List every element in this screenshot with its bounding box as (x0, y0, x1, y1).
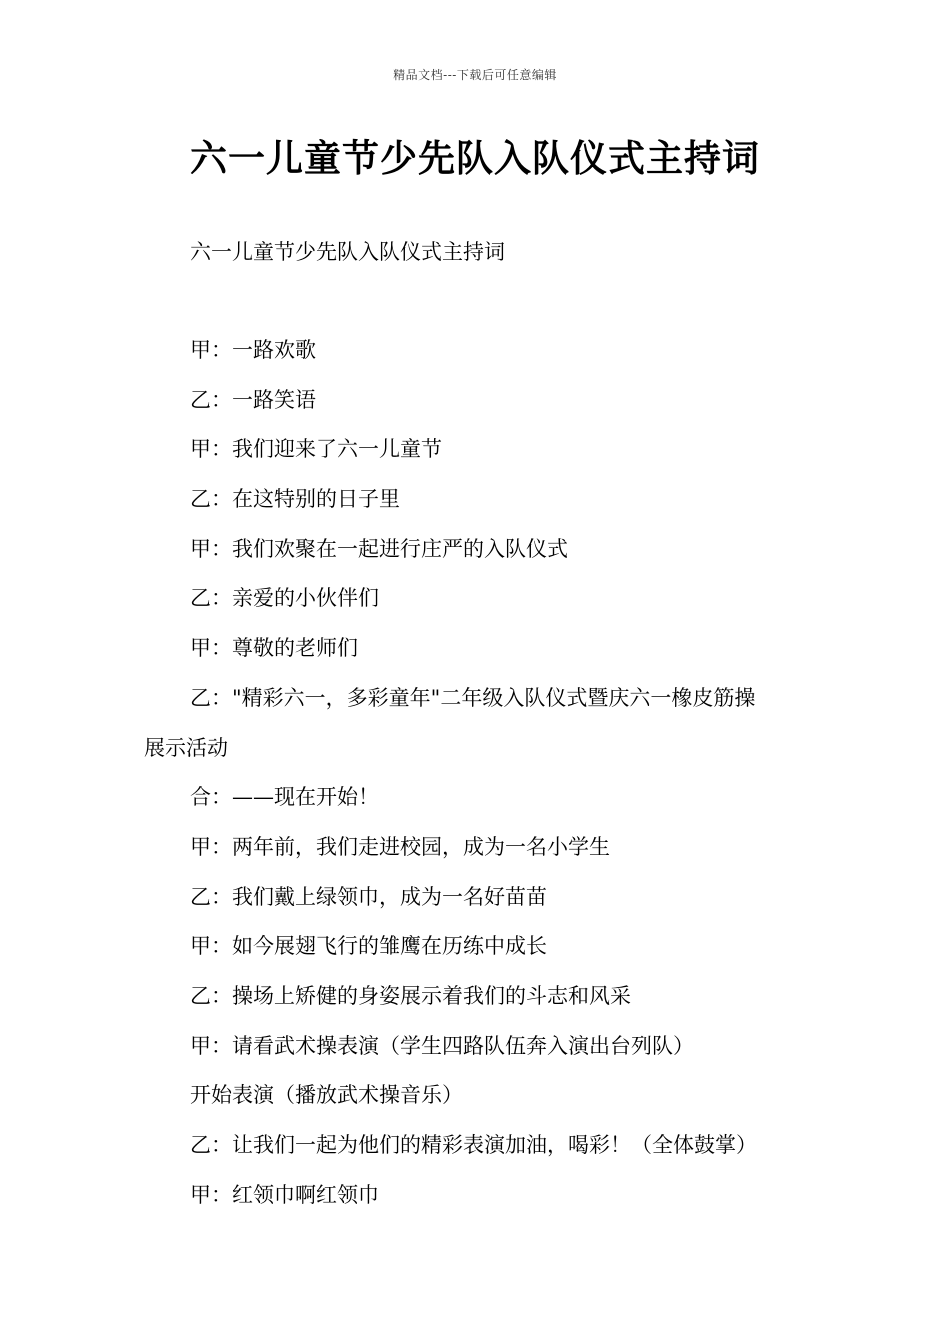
document-body (144, 336, 824, 1230)
body-line: 乙：一路笑语 (190, 387, 316, 412)
body-line: 合：——现在开始！ (190, 785, 379, 810)
body-line: 甲：红领巾啊红领巾 (190, 1182, 379, 1207)
body-line: 乙：操场上矫健的身姿展示着我们的斗志和风采 (190, 983, 631, 1008)
body-line: 甲：请看武术操表演（学生四路队伍奔入演出台列队） (190, 1033, 694, 1058)
body-line: 甲：我们迎来了六一儿童节 (190, 437, 442, 462)
document-title: 六一儿童节少先队入队仪式主持词 (190, 137, 760, 180)
body-line: 乙："精彩六一，多彩童年"二年级入队仪式暨庆六一橡皮筋操 (190, 685, 756, 710)
body-line-continuation: 展示活动 (144, 735, 228, 760)
body-line: 甲：如今展翅飞行的雏鹰在历练中成长 (190, 934, 547, 959)
body-line: 乙：让我们一起为他们的精彩表演加油，喝彩！（全体鼓掌） (190, 1133, 757, 1157)
body-line: 乙：亲爱的小伙伴们 (190, 586, 379, 611)
body-line: 乙：我们戴上绿领巾，成为一名好苗苗 (190, 884, 547, 909)
body-line: 开始表演（播放武术操音乐） (190, 1083, 463, 1108)
body-line: 甲：一路欢歌 (190, 338, 316, 362)
body-line: 甲：两年前，我们走进校园，成为一名小学生 (190, 834, 610, 859)
page-header: 精品文档---下载后可任意编辑 (393, 68, 557, 82)
document-subtitle: 六一儿童节少先队入队仪式主持词 (190, 240, 505, 264)
body-line: 甲：我们欢聚在一起进行庄严的入队仪式 (190, 536, 568, 561)
body-line: 甲：尊敬的老师们 (190, 636, 358, 661)
body-line: 乙：在这特别的日子里 (190, 487, 400, 512)
